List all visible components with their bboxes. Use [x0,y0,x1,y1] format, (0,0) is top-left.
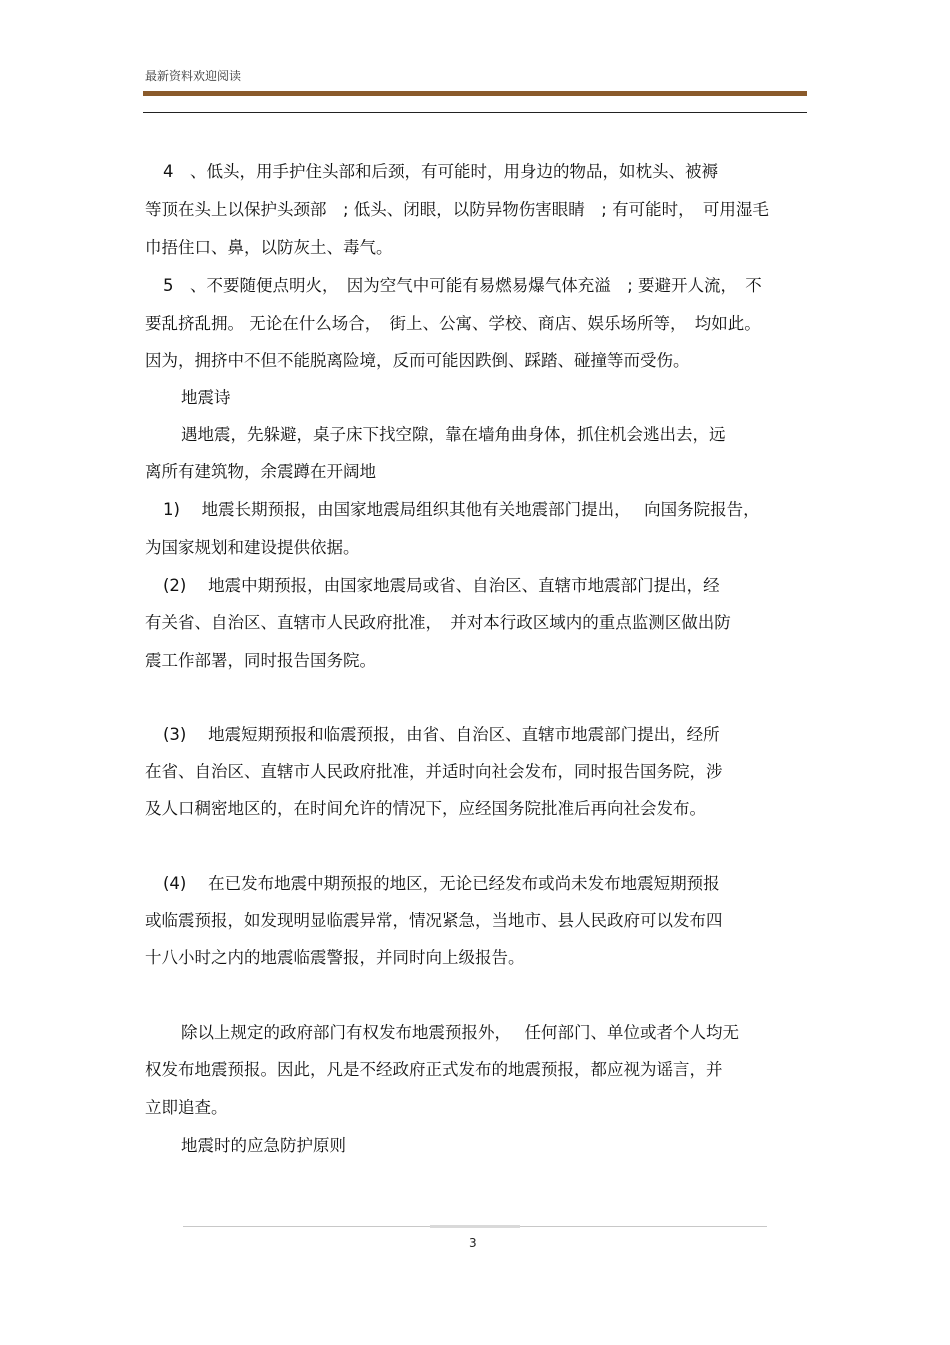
header-rule-thin [143,112,807,113]
body-line: 因为，拥挤中不但不能脱离险境，反而可能因跌倒、踩踏、碰撞等而受伤。 [145,351,690,370]
body-line: (2) 地震中期预报，由国家地震局或省、自治区、直辖市地震部门提出，经 [163,576,720,595]
section-heading: 地震诗 [181,388,231,407]
header-rule-thick [143,91,807,96]
body-line: 巾捂住口、鼻，以防灰土、毒气。 [145,238,393,257]
body-line: 为国家规划和建设提供依据。 [145,538,360,557]
footer-rule-accent [430,1225,520,1228]
body-line: 1) 地震长期预报，由国家地震局组织其他有关地震部门提出， 向国务院报告， [163,500,760,519]
body-line: 在省、自治区、直辖市人民政府批准，并适时向社会发布，同时报告国务院，涉 [145,762,723,781]
body-line: 有关省、自治区、直辖市人民政府批准， 并对本行政区域内的重点监测区做出防 [145,613,731,632]
page-number: 3 [469,1236,477,1250]
body-line: 除以上规定的政府部门有权发布地震预报外， 任何部门、单位或者个人均无 [181,1023,739,1042]
body-line: 4 、低头，用手护住头部和后颈，有可能时，用身边的物品，如枕头、被褥 [163,162,718,181]
body-line: 权发布地震预报。因此，凡是不经政府正式发布的地震预报，都应视为谣言，并 [145,1060,723,1079]
body-line: (4) 在已发布地震中期预报的地区，无论已经发布或尚未发布地震短期预报 [163,874,720,893]
body-line: 十八小时之内的地震临震警报，并同时向上级报告。 [145,948,525,967]
body-line: 5 、不要随便点明火， 因为空气中可能有易燃易爆气体充溢 ; 要避开人流， 不 [163,276,762,295]
body-line: 震工作部署，同时报告国务院。 [145,651,376,670]
body-line: 等顶在头上以保护头颈部 ; 低头、闭眼，以防异物伤害眼睛 ; 有可能时， 可用湿毛 [145,200,769,219]
body-line: 立即追查。 [145,1098,228,1117]
body-line: (3) 地震短期预报和临震预报，由省、自治区、直辖市地震部门提出，经所 [163,725,720,744]
running-header: 最新资料欢迎阅读 [145,69,242,83]
body-line: 遇地震，先躲避，桌子床下找空隙，靠在墙角曲身体，抓住机会逃出去，远 [181,425,726,444]
body-line: 要乱挤乱拥。 无论在什么场合， 街上、公寓、学校、商店、娱乐场所等， 均如此。 [145,314,761,333]
section-heading: 地震时的应急防护原则 [181,1136,346,1155]
body-line: 及人口稠密地区的，在时间允许的情况下，应经国务院批准后再向社会发布。 [145,799,706,818]
body-line: 离所有建筑物，余震蹲在开阔地 [145,462,376,481]
body-line: 或临震预报，如发现明显临震异常，情况紧急，当地市、县人民政府可以发布四 [145,911,723,930]
